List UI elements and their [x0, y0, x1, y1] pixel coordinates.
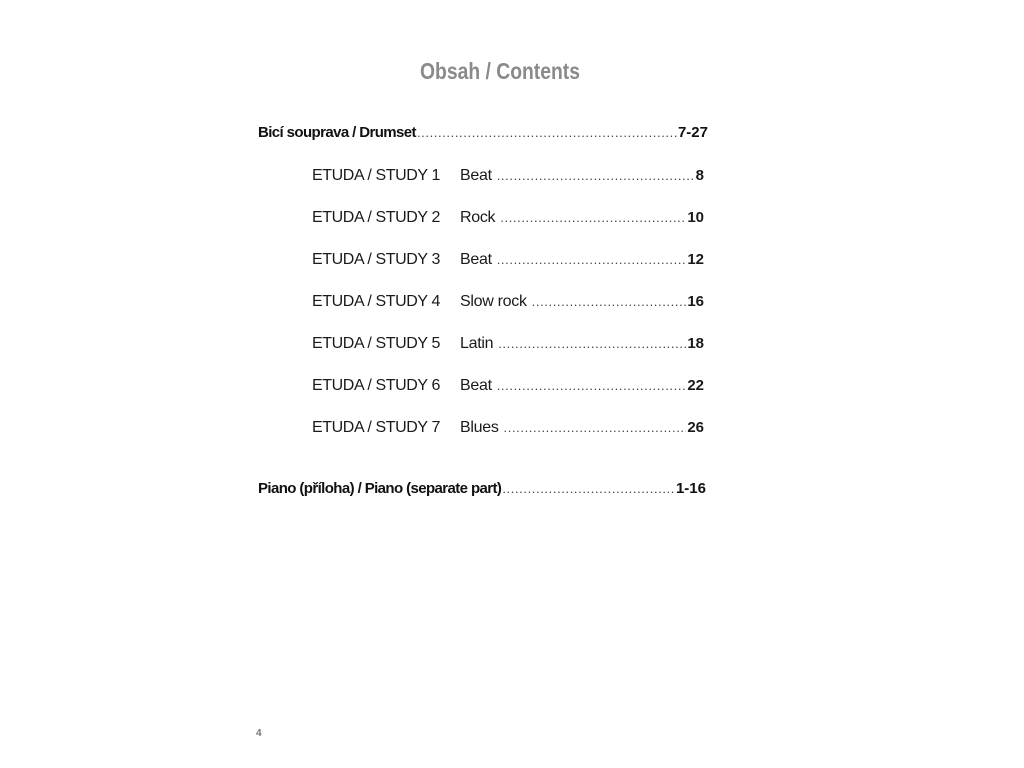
study-title: Beat — [460, 251, 492, 268]
section-label: Piano (příloha) / Piano (separate part) — [258, 480, 502, 497]
page-title: Obsah / Contents — [420, 58, 580, 84]
toc-study-row[interactable] — [312, 209, 704, 227]
dot-leader — [502, 481, 675, 496]
dot-leader — [532, 294, 687, 309]
study-title: Beat — [460, 167, 492, 184]
study-title: Latin — [460, 335, 494, 352]
toc-section-drumset[interactable] — [258, 124, 708, 141]
study-title: Rock — [460, 209, 496, 226]
study-title: Blues — [460, 419, 499, 436]
toc-study-row[interactable] — [312, 293, 704, 311]
toc-study-row[interactable] — [312, 335, 704, 353]
study-page-number: 12 — [687, 251, 704, 268]
study-title: Beat — [460, 377, 492, 394]
study-number: ETUDA / STUDY 6 — [312, 377, 440, 394]
dot-leader — [497, 252, 687, 267]
study-page-number: 22 — [687, 377, 704, 394]
section-page-range: 1-16 — [675, 480, 706, 497]
toc-study-row[interactable] — [312, 167, 704, 185]
toc-section-piano[interactable] — [258, 480, 706, 497]
dot-leader — [497, 378, 687, 393]
dot-leader — [497, 168, 695, 183]
toc-study-row[interactable] — [312, 377, 704, 395]
dot-leader — [498, 336, 686, 351]
dot-leader — [504, 420, 687, 435]
study-number: ETUDA / STUDY 3 — [312, 251, 440, 268]
study-number: ETUDA / STUDY 4 — [312, 293, 440, 310]
study-page-number: 18 — [687, 335, 704, 352]
section-label: Bicí souprava / Drumset — [258, 124, 416, 141]
dot-leader — [417, 125, 677, 140]
study-page-number: 26 — [687, 419, 704, 436]
study-page-number: 8 — [695, 167, 704, 184]
toc-study-row[interactable] — [312, 419, 704, 437]
study-number: ETUDA / STUDY 2 — [312, 209, 440, 226]
study-title: Slow rock — [460, 293, 527, 310]
toc-study-row[interactable] — [312, 251, 704, 269]
section-page-range: 7-27 — [677, 124, 708, 141]
study-page-number: 10 — [687, 209, 704, 226]
study-number: ETUDA / STUDY 5 — [312, 335, 440, 352]
study-number: ETUDA / STUDY 7 — [312, 419, 440, 436]
study-number: ETUDA / STUDY 1 — [312, 167, 440, 184]
study-page-number: 16 — [687, 293, 704, 310]
page-number: 4 — [256, 728, 262, 739]
dot-leader — [500, 210, 686, 225]
